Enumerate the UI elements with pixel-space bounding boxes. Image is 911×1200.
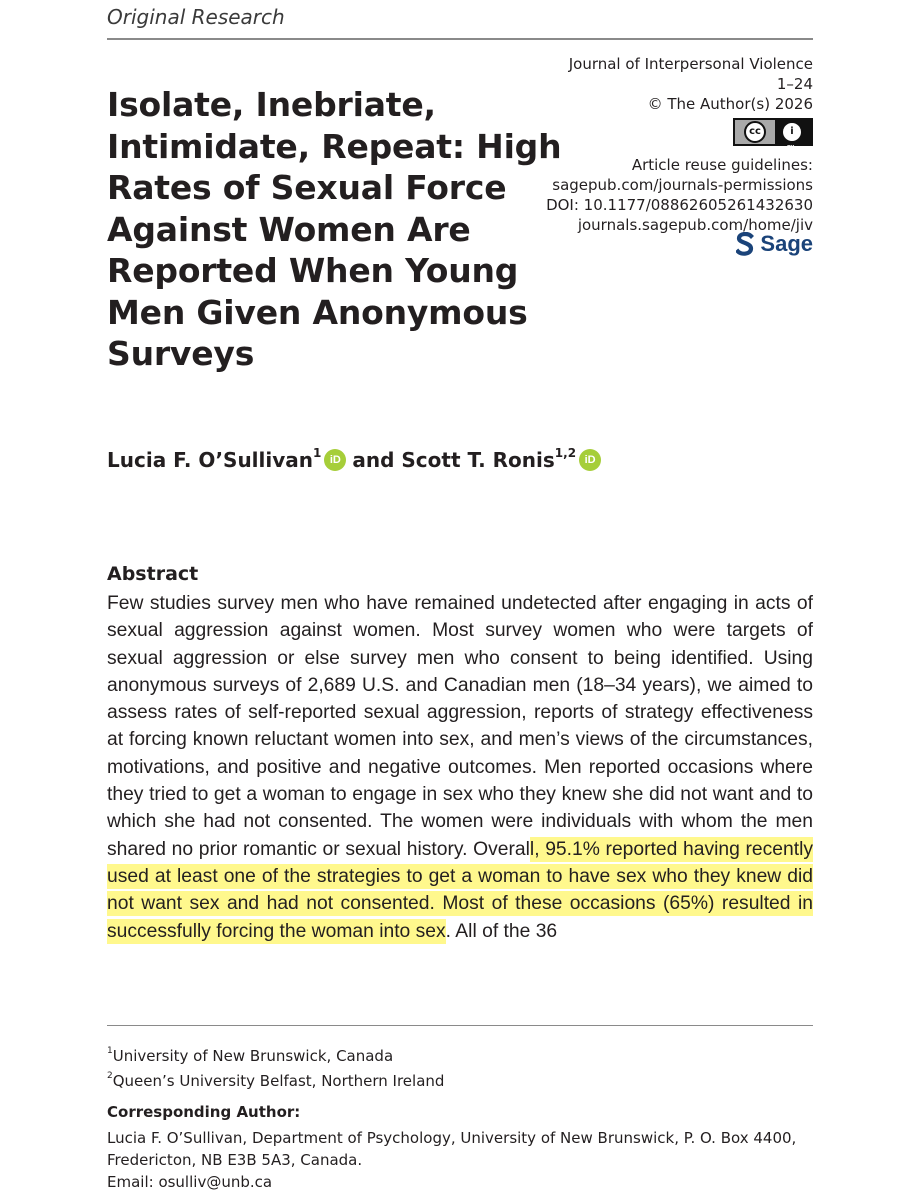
orcid-icon[interactable]: iD: [324, 449, 346, 471]
abstract-text-tail: . All of the 36: [445, 920, 558, 942]
highlighted-text: l, 95.1% reported having recently used at least one of the strategies to get a woman to have sex who they knew did not want sex and had not consented. Most of these occasions (65%) resulted in successfully forcing the woman into sex: [107, 838, 813, 942]
journal-meta: [483, 54, 813, 235]
corr-line: Fredericton, NB E3B 5A3, Canada.: [107, 1151, 363, 1169]
abstract-heading: Abstract: [107, 563, 199, 585]
corresponding-author-details: [107, 1127, 813, 1193]
affiliation-item: $^2$Queen’s University Belfast, Northern Ireland: [107, 1071, 445, 1090]
abstract-body: [107, 590, 813, 945]
publisher-name: Sage: [760, 231, 813, 256]
author-name: Scott T. Ronis: [401, 448, 555, 472]
abstract-text: Few studies survey men who have remained undetected after engaging in acts of sexual aggression against women. Most survey women who were targets of sexual aggression or else survey men who consent to being identified. Using anonymous surveys of 2,689 U.S. and Canadian men (18–34 years), we aimed to assess rates of self-reported sexual aggression, reports of strategy effectiveness at forcing known reluctant women into sex, and men’s views of the circumstances, motivations, and positive and negative outcomes. Men reported occasions where they tried to get a woman to engage in sex who they knew she did not want and to which she had not consented. The women were individuals with whom the men shared no prior romantic or sexual history. Overal: [107, 593, 813, 860]
header-divider: [107, 38, 813, 40]
author-affil: 1: [313, 446, 322, 460]
affiliation-item: $^1$University of New Brunswick, Canada: [107, 1046, 394, 1065]
publisher-logo: [736, 229, 813, 259]
page-range: 1–24: [776, 75, 813, 93]
journal-name: Journal of Interpersonal Violence: [568, 55, 813, 73]
author-line: [107, 448, 607, 472]
section-label: Original Research: [107, 5, 285, 29]
doi[interactable]: DOI: 10.1177/08862605261432630: [546, 196, 813, 214]
sage-s-icon: [736, 232, 754, 256]
cc-by-icon[interactable]: cc i BY: [733, 118, 813, 146]
corr-email[interactable]: Email: osulliv@unb.ca: [107, 1173, 273, 1191]
author-name: Lucia F. O’Sullivan: [107, 448, 314, 472]
journal-homepage-link[interactable]: journals.sagepub.com/home/jiv: [577, 216, 813, 234]
corr-line: Lucia F. O’Sullivan, Department of Psychology, University of New Brunswick, P. O. Box 4400,: [107, 1129, 797, 1147]
orcid-icon[interactable]: iD: [579, 449, 601, 471]
reuse-label: Article reuse guidelines:: [631, 156, 813, 174]
article-title: Isolate, Inebriate, Intimidate, Repeat: High Rates of Sexual Force Against Women Are Reported When Young Men Given Anonymous Surveys: [107, 85, 562, 373]
footnote-divider: [107, 1025, 813, 1026]
author-joiner: and: [352, 448, 395, 472]
reuse-link[interactable]: sagepub.com/journals-permissions: [552, 176, 813, 194]
corresponding-author-heading: Corresponding Author:: [107, 1103, 301, 1121]
affiliations: [107, 1042, 444, 1092]
author-affil: 1,2: [554, 446, 577, 460]
copyright: © The Author(s) 2026: [647, 95, 813, 113]
